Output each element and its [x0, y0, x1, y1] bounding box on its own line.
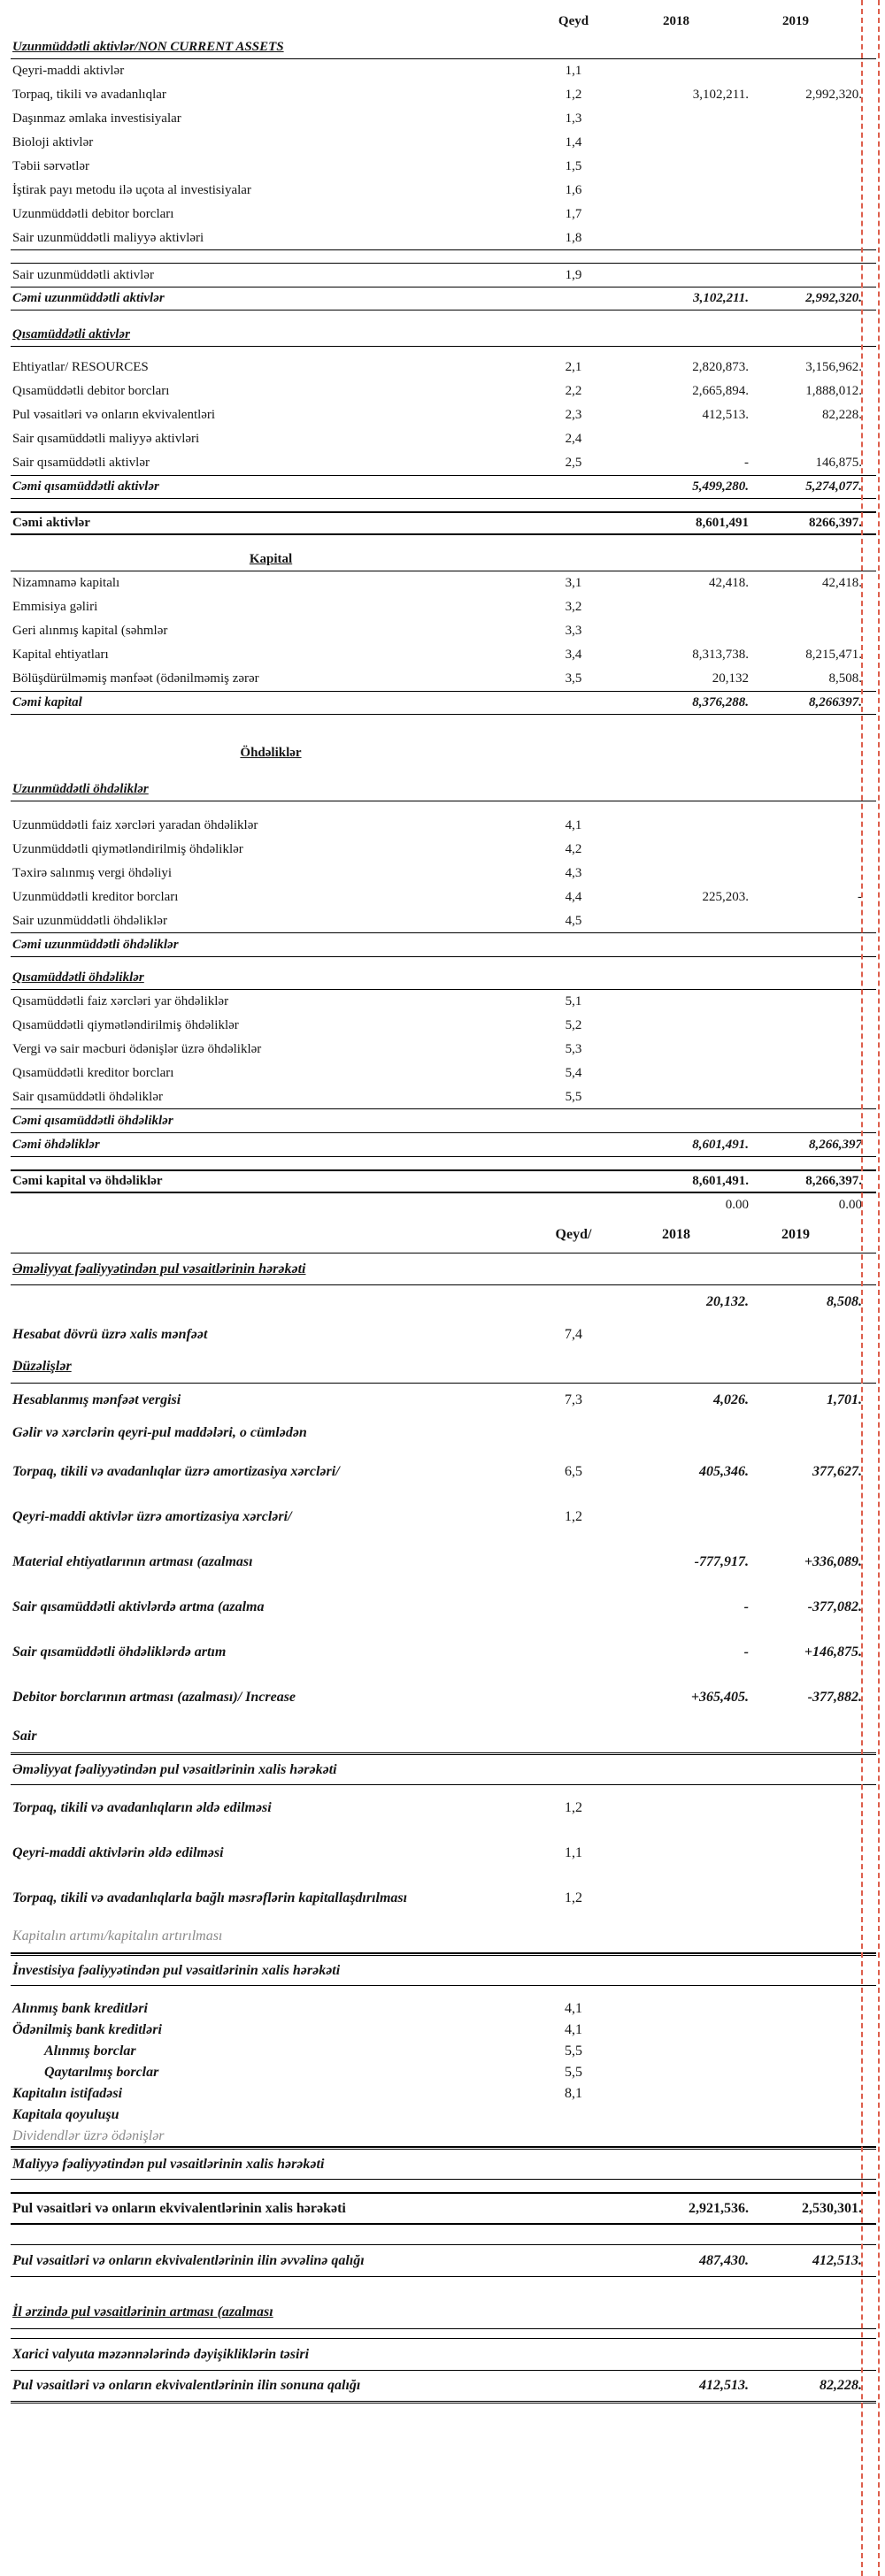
table-row: [11, 1062, 876, 1085]
table-row: [11, 35, 876, 59]
table-row: [11, 2244, 876, 2277]
row-label: Kapital ehtiyatları: [12, 648, 109, 663]
row-qeyd: 5,4: [565, 1066, 582, 1080]
row-label: Qaytarılmış borclar: [44, 2065, 159, 2080]
table-row: [11, 1416, 876, 1449]
row-label: Təbii sərvətlər: [12, 159, 90, 174]
value-2018: -777,917.: [694, 1553, 749, 1569]
value-2018: 8,601,491.: [692, 1137, 749, 1152]
table-row: [11, 1085, 876, 1109]
table-row: [11, 131, 876, 155]
row-label: Sair qısamüddətli aktivlər: [12, 456, 150, 471]
row-label: Sair uzunmüddətli öhdəliklər: [12, 913, 167, 928]
balance-sheet-header-row: [11, 7, 876, 35]
row-qeyd: 1,4: [565, 135, 582, 150]
value-2018: 8,313,738.: [692, 648, 749, 662]
row-qeyd: 2,2: [565, 384, 582, 398]
row-label: Ehtiyatlar/ RESOURCES: [12, 360, 149, 375]
table-row: [11, 1384, 876, 1416]
spacer-row: [11, 1986, 876, 1998]
balance-sheet-rows: [11, 35, 876, 1217]
row-qeyd: 4,1: [565, 818, 582, 832]
row-qeyd: 5,5: [565, 1089, 582, 1104]
table-row: [11, 2371, 876, 2404]
value-2019: 82,228.: [822, 408, 862, 422]
column-header-2019: 2019: [782, 13, 809, 28]
row-qeyd: 1,8: [565, 230, 582, 245]
table-row: [11, 1494, 876, 1539]
table-row: [11, 2147, 876, 2180]
row-label: Sair qısamüddətli aktivlərdə artma (azalma: [12, 1598, 265, 1614]
value-2019: 1,888,012.: [805, 384, 862, 398]
row-label: Əməliyyat fəaliyyətindən pul vəsaitlərinin hərəkəti: [12, 1261, 306, 1276]
table-row: [11, 2041, 876, 2062]
table-row: [11, 380, 876, 403]
cash-flow-rows: [11, 1253, 876, 2404]
value-2018: 42,418.: [709, 576, 749, 590]
row-label: Qeyri-maddi aktivlər üzrə amortizasiya xərcləri/: [12, 1508, 292, 1524]
spacer-row: [11, 1157, 876, 1169]
value-2018: -: [744, 456, 749, 470]
row-label: Torpaq, tikili və avadanlıqlar üzrə amortizasiya xərcləri/: [12, 1463, 340, 1479]
table-row: [11, 933, 876, 957]
table-row: [11, 403, 876, 427]
row-label: Cəmi öhdəliklər: [12, 1137, 100, 1152]
row-label: Sair uzunmüddətli maliyyə aktivləri: [12, 230, 204, 245]
table-row: [11, 1449, 876, 1494]
row-label: Cəmi kapital və öhdəliklər: [12, 1174, 163, 1189]
table-row: [11, 990, 876, 1014]
row-qeyd: 4,3: [565, 866, 582, 880]
row-label: Hesablanmış mənfəət vergisi: [12, 1392, 181, 1407]
row-qeyd: 1,1: [565, 1844, 582, 1860]
value-2018: 2,921,536.: [689, 2200, 749, 2216]
table-row: [11, 511, 876, 535]
table-row: [11, 1014, 876, 1038]
value-2018: 405,346.: [699, 1463, 749, 1479]
row-label: Dividendlər üzrə ödənişlər: [12, 2128, 165, 2143]
spacer-row: [11, 2180, 876, 2192]
value-2018: 4,026.: [713, 1392, 749, 1407]
table-row: [11, 886, 876, 909]
table-row: [11, 691, 876, 715]
table-row: [11, 59, 876, 83]
table-row: [11, 1285, 876, 1318]
row-label: Daşınmaz əmlaka investisiyalar: [12, 111, 181, 126]
value-2018: 20,132: [712, 671, 749, 686]
value-2019: 42,418.: [822, 576, 862, 590]
value-2019: 2,992,320.: [805, 88, 862, 102]
value-2019: +336,089.: [804, 1553, 862, 1569]
cash-flow-header-row: [11, 1217, 876, 1253]
table-row: [11, 1193, 876, 1217]
column-header-2018: 2018: [663, 13, 689, 28]
value-2018: 412,513.: [699, 2378, 749, 2393]
value-2019: 8,215,471.: [805, 648, 862, 662]
row-label: Ödənilmiş bank kreditləri: [12, 2022, 162, 2037]
table-row: [11, 814, 876, 838]
row-label: Gəlir və xərclərin qeyri-pul maddələri, o cümlədən: [12, 1424, 307, 1440]
row-label: Bioloji aktivlər: [12, 135, 94, 150]
table-row: [11, 1953, 876, 1986]
row-label: Hesabat dövrü üzrə xalis mənfəət: [12, 1326, 208, 1342]
value-2019: -377,882.: [807, 1689, 862, 1705]
table-row: [11, 966, 876, 990]
row-qeyd: 5,5: [565, 2043, 582, 2058]
table-row: [11, 155, 876, 179]
value-2018: 487,430.: [699, 2252, 749, 2268]
row-label: Təxirə salınmış vergi öhdəliyi: [12, 866, 173, 881]
value-2019: -377,082.: [807, 1598, 862, 1614]
table-row: [11, 1998, 876, 2020]
table-row: [11, 741, 876, 765]
value-2019: 8,266397.: [809, 695, 862, 709]
value-2018: -: [743, 1644, 749, 1660]
row-label: Uzunmüddətli kreditor borcları: [12, 890, 179, 905]
row-label: İnvestisiya fəaliyyətindən pul vəsaitlərinin xalis hərəkəti: [12, 1962, 341, 1978]
row-qeyd: 7,3: [565, 1392, 582, 1407]
row-label: Qısamüddətli kreditor borcları: [12, 1066, 174, 1081]
value-2018: 5,499,280.: [692, 479, 749, 494]
row-qeyd: 2,4: [565, 432, 582, 446]
value-2019: 146,875.: [815, 456, 862, 470]
row-label: Qısamüddətli debitor borcları: [12, 384, 170, 399]
row-label: Uzunmüddətli qiymətləndirilmiş öhdəliklər: [12, 842, 243, 857]
table-row: [11, 2104, 876, 2126]
table-row: [11, 1169, 876, 1193]
row-qeyd: 4,4: [565, 890, 582, 904]
value-2019: 82,228.: [820, 2378, 862, 2393]
value-2019: 0.00: [838, 1198, 862, 1212]
value-2019: 8266,397.: [809, 516, 862, 530]
row-label: Sair: [12, 1728, 37, 1744]
row-qeyd: 1,6: [565, 183, 582, 197]
row-qeyd: 3,3: [565, 624, 582, 638]
table-row: [11, 2192, 876, 2225]
table-row: [11, 909, 876, 933]
table-row: [11, 862, 876, 886]
row-qeyd: 5,3: [565, 1042, 582, 1056]
row-label: Cəmi aktivlər: [12, 516, 90, 531]
value-2019: 377,627.: [812, 1463, 862, 1479]
table-row: [11, 427, 876, 451]
row-qeyd: 1,2: [565, 1799, 582, 1815]
table-row: [11, 838, 876, 862]
column-header-2019: 2019: [781, 1227, 810, 1242]
row-label: Sair uzunmüddətli aktivlər: [12, 267, 154, 282]
column-header-qeyd: Qeyd: [558, 13, 589, 28]
row-qeyd: 3,4: [565, 648, 582, 662]
value-2019: 8,266,397.: [805, 1174, 862, 1188]
row-label: Pul vəsaitləri və onların ekvivalentlərinin ilin əvvəlinə qalığı: [12, 2252, 365, 2268]
row-label: Cəmi uzunmüddətli öhdəliklər: [12, 937, 179, 952]
row-qeyd: 3,1: [565, 576, 582, 590]
row-label: Xarici valyuta məzənnələrində dəyişikliklərin təsiri: [12, 2346, 310, 2362]
spacer-row: [11, 535, 876, 548]
value-2018: -: [743, 1598, 749, 1614]
spacer-row: [11, 2277, 876, 2296]
row-label: Qeyri-maddi aktivlərin əldə edilməsi: [12, 1844, 224, 1860]
row-label: Cəmi uzunmüddətli aktivlər: [12, 291, 165, 306]
row-label: Sair qısamüddətli öhdəliklər: [12, 1089, 163, 1104]
row-qeyd: 4,1: [565, 2001, 582, 2016]
row-qeyd: 1,2: [565, 1508, 582, 1524]
value-2019: 2,530,301.: [802, 2200, 862, 2216]
row-qeyd: 1,2: [565, 1890, 582, 1905]
table-row: [11, 2126, 876, 2147]
row-qeyd: 4,1: [565, 2022, 582, 2037]
row-label: Alınmış bank kreditləri: [12, 2001, 148, 2016]
row-qeyd: 6,5: [565, 1463, 582, 1479]
table-row: [11, 1720, 876, 1752]
table-row: [11, 571, 876, 595]
row-label: Qısamüddətli qiymətləndirilmiş öhdəliklər: [12, 1018, 239, 1033]
value-2018: 225,203.: [702, 890, 749, 904]
row-label: Geri alınmış kapital (səhmlər: [12, 624, 168, 639]
value-2019: 3,156,962.: [805, 360, 862, 374]
table-row: [11, 2020, 876, 2041]
row-qeyd: 8,1: [565, 2086, 582, 2101]
spacer-row: [11, 250, 876, 263]
row-label: Bölüşdürülməmiş mənfəət (ödənilməmiş zərər: [12, 671, 259, 686]
row-label: Torpaq, tikili və avadanlıqların əldə edilməsi: [12, 1799, 272, 1815]
spacer-row: [11, 499, 876, 511]
table-row: [11, 1830, 876, 1875]
table-row: [11, 1920, 876, 1953]
value-2018: 412,513.: [702, 408, 749, 422]
spacer-row: [11, 2225, 876, 2244]
value-2018: 2,665,894.: [692, 384, 749, 398]
value-2018: 20,132.: [706, 1293, 749, 1309]
table-row: [11, 1752, 876, 1785]
column-header-2018: 2018: [662, 1227, 690, 1242]
row-qeyd: 1,9: [565, 267, 582, 282]
row-qeyd: 3,2: [565, 600, 582, 614]
row-label: Torpaq, tikili və avadanlıqlarla bağlı məsrəflərin kapitallaşdırılması: [12, 1890, 408, 1905]
table-row: [11, 1253, 876, 1285]
table-row: [11, 2338, 876, 2371]
table-row: [11, 107, 876, 131]
row-label: Debitor borclarının artması (azalması)/ Increase: [12, 1689, 296, 1705]
table-row: [11, 778, 876, 801]
value-2018: 3,102,211.: [693, 291, 749, 305]
table-row: [11, 287, 876, 310]
value-2018: +365,405.: [690, 1689, 749, 1705]
column-header-qeyd: Qeyd/: [555, 1227, 592, 1242]
table-row: [11, 263, 876, 287]
table-row: [11, 451, 876, 475]
value-2019: -: [858, 890, 862, 904]
value-2018: 8,601,491.: [692, 1174, 749, 1188]
row-label: Kapital: [249, 551, 293, 566]
table-row: [11, 2083, 876, 2104]
table-row: [11, 475, 876, 499]
table-row: [11, 1675, 876, 1720]
row-qeyd: 1,5: [565, 159, 582, 173]
table-row: [11, 1351, 876, 1384]
spacer-row: [11, 957, 876, 966]
value-2019: 5,274,077.: [805, 479, 862, 494]
row-qeyd: 2,5: [565, 456, 582, 470]
table-row: [11, 1875, 876, 1920]
value-2019: 8,508.: [828, 671, 862, 686]
row-qeyd: 4,5: [565, 913, 582, 928]
row-qeyd: 1,3: [565, 111, 582, 126]
row-label: Sair qısamüddətli öhdəliklərdə artım: [12, 1644, 227, 1660]
table-row: [11, 226, 876, 250]
table-row: [11, 595, 876, 619]
row-label: Pul vəsaitləri və onların ekvivalentləri: [12, 408, 216, 423]
spacer-row: [11, 715, 876, 741]
table-row: [11, 643, 876, 667]
table-row: [11, 1038, 876, 1062]
row-label: Nizamnamə kapitalı: [12, 576, 120, 591]
value-2019: 1,701.: [827, 1392, 862, 1407]
value-2018: 3,102,211.: [692, 88, 749, 102]
value-2019: 8,508.: [827, 1293, 862, 1309]
table-row: [11, 2062, 876, 2083]
row-qeyd: 5,1: [565, 994, 582, 1008]
row-label: Emmisiya gəliri: [12, 600, 98, 615]
row-label: Uzunmüddətli aktivlər/NON CURRENT ASSETS: [12, 39, 284, 54]
row-qeyd: 2,3: [565, 408, 582, 422]
value-2019: 8,266,397: [809, 1137, 862, 1152]
value-2018: 0.00: [725, 1198, 749, 1212]
row-label: Düzəlişlər: [12, 1359, 72, 1374]
row-label: Kapitalın istifadəsi: [12, 2086, 123, 2101]
table-row: [11, 1318, 876, 1351]
spacer-row: [11, 2329, 876, 2338]
row-qeyd: 1,7: [565, 207, 582, 221]
row-label: Material ehtiyatlarının artması (azalması: [12, 1553, 253, 1569]
table-row: [11, 323, 876, 347]
spacer-row: [11, 310, 876, 323]
row-label: Uzunmüddətli faiz xərcləri yaradan öhdəliklər: [12, 818, 258, 833]
row-label: Qısamüddətli aktivlər: [12, 326, 130, 341]
row-qeyd: 2,1: [565, 360, 582, 374]
row-label: Torpaq, tikili və avadanlıqlar: [12, 88, 166, 103]
table-row: [11, 1539, 876, 1584]
spacer-row: [11, 801, 876, 814]
row-label: Öhdəliklər: [240, 746, 302, 761]
spacer-row: [11, 765, 876, 778]
row-qeyd: 1,1: [565, 64, 582, 78]
row-qeyd: 4,2: [565, 842, 582, 856]
balance-sheet-table: [11, 7, 876, 1217]
value-2019: +146,875.: [804, 1644, 862, 1660]
row-label: Pul vəsaitləri və onların ekvivalentlərinin xalis hərəkəti: [12, 2200, 346, 2216]
value-2018: 8,601,491: [696, 516, 749, 530]
value-2019: 2,992,320.: [805, 291, 862, 305]
row-label: Uzunmüddətli öhdəliklər: [12, 781, 149, 796]
row-qeyd: 5,2: [565, 1018, 582, 1032]
row-label: Cəmi qısamüddətli öhdəliklər: [12, 1113, 173, 1128]
table-row: [11, 548, 876, 571]
row-label: Kapitalın artımı/kapitalın artırılması: [12, 1928, 223, 1944]
row-label: Vergi və sair məcburi ödənişlər üzrə öhdəliklər: [12, 1042, 262, 1057]
scan-margin-guide-line: [878, 0, 880, 2576]
table-row: [11, 1109, 876, 1133]
row-label: Cəmi kapital: [12, 695, 82, 710]
row-label: Uzunmüddətli debitor borcları: [12, 207, 174, 222]
table-row: [11, 619, 876, 643]
table-row: [11, 667, 876, 691]
row-label: Əməliyyat fəaliyyətindən pul vəsaitlərinin xalis hərəkəti: [12, 1761, 337, 1777]
spacer-row: [11, 347, 876, 356]
row-qeyd: 5,5: [565, 2065, 582, 2080]
table-row: [11, 179, 876, 203]
table-row: [11, 1133, 876, 1157]
table-row: [11, 83, 876, 107]
row-label: Maliyyə fəaliyyətindən pul vəsaitlərinin xalis hərəkəti: [12, 2156, 325, 2172]
row-label: Sair qısamüddətli maliyyə aktivləri: [12, 432, 200, 447]
row-label: Kapitala qoyuluşu: [12, 2107, 119, 2122]
table-row: [11, 1629, 876, 1675]
row-label: İl ərzində pul vəsaitlərinin artması (azalması: [12, 2304, 273, 2319]
row-label: Qısamüddətli öhdəliklər: [12, 970, 144, 985]
row-label: Qısamüddətli faiz xərcləri yar öhdəliklər: [12, 994, 229, 1009]
value-2019: 412,513.: [812, 2252, 862, 2268]
row-qeyd: 1,2: [565, 88, 582, 102]
table-row: [11, 1584, 876, 1629]
table-row: [11, 203, 876, 226]
value-2018: 8,376,288.: [692, 695, 749, 709]
row-label: Pul vəsaitləri və onların ekvivalentlərinin ilin sonuna qalığı: [12, 2378, 361, 2393]
table-row: [11, 1785, 876, 1830]
row-label: Qeyri-maddi aktivlər: [12, 64, 125, 79]
value-2018: 2,820,873.: [692, 360, 749, 374]
cash-flow-table: [11, 1217, 876, 2404]
row-label: Alınmış borclar: [44, 2043, 136, 2058]
row-qeyd: 3,5: [565, 671, 582, 686]
row-label: İştirak payı metodu ilə uçota al investisiyalar: [12, 183, 251, 198]
row-label: Cəmi qısamüddətli aktivlər: [12, 479, 159, 494]
row-qeyd: 7,4: [565, 1326, 582, 1342]
table-row: [11, 356, 876, 380]
table-row: [11, 2296, 876, 2329]
